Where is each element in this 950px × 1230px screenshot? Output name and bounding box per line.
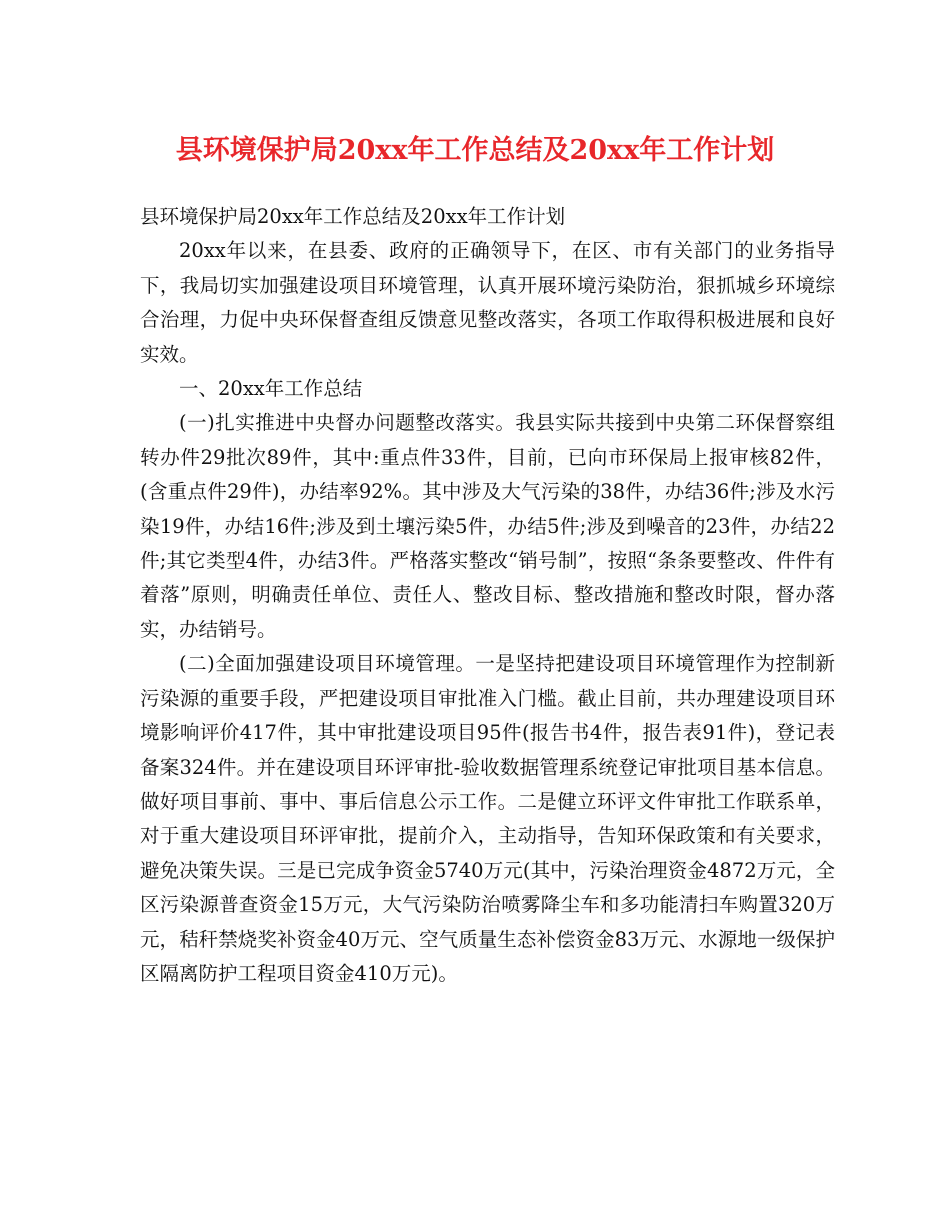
section-heading: 一、20xx年工作总结 [179, 377, 363, 401]
project-management-paragraph: (二)全面加强建设项目环境管理。一是坚持把建设项目环境管理作为控制新污染源的重要手段，严把建设项目审批准入门槛。截止目前，共办理建设项目环境影响评价417件，其中审批建设项目95件(报告书4件，报告表91件)，登记表备案324件。并在建设项目环评审批-验收数据管理系统登记审批项目基本信息。做好项目事前、事中、事后信息公示工作。二是健立环评文件审批工作联系单，对于重大建设项目环评审批，提前介入，主动指导，告知环保政策和有关要求，避免决策失误。三是已完成争资金5740万元(其中，污染治理资金4872万元，全区污染源普查资金15万元，大气污染防治喷雾降尘车和多功能清扫车购置320万元，秸秆禁烧奖补资金40万元、空气质量生态补偿资金83万元、水源地一级保护区隔离防护工程项目资金410万元)。 [140, 652, 835, 985]
intro-paragraph: 20xx年以来，在县委、政府的正确领导下，在区、市有关部门的业务指导下，我局切实加强建设项目环境管理，认真开展环境污染防治，狠抓城乡环境综合治理，力促中央环保督查组反馈意见整改落实，各项工作取得积极进展和良好实效。 [140, 239, 835, 366]
rectification-paragraph: (一)扎实推进中央督办问题整改落实。我县实际共接到中央第二环保督察组转办件29批次89件，其中:重点件33件，目前，已向市环保局上报审核82件，(含重点件29件)，办结率92%。其中涉及大气污染的38件，办结36件;涉及水污染19件，办结16件;涉及到土壤污染5件，办结5件;涉及到噪音的23件，办结22件;其它类型4件，办结3件。严格落实整改“销号制”，按照“条条要整改、件件有着落”原则，明确责任单位、责任人、整改目标、整改措施和整改时限，督办落实，办结销号。 [140, 411, 835, 641]
document-subtitle-paragraph: 县环境保护局20xx年工作总结及20xx年工作计划 [140, 205, 566, 228]
document-title: 县环境保护局20xx年工作总结及20xx年工作计划 [175, 135, 775, 166]
document-body [140, 200, 835, 991]
